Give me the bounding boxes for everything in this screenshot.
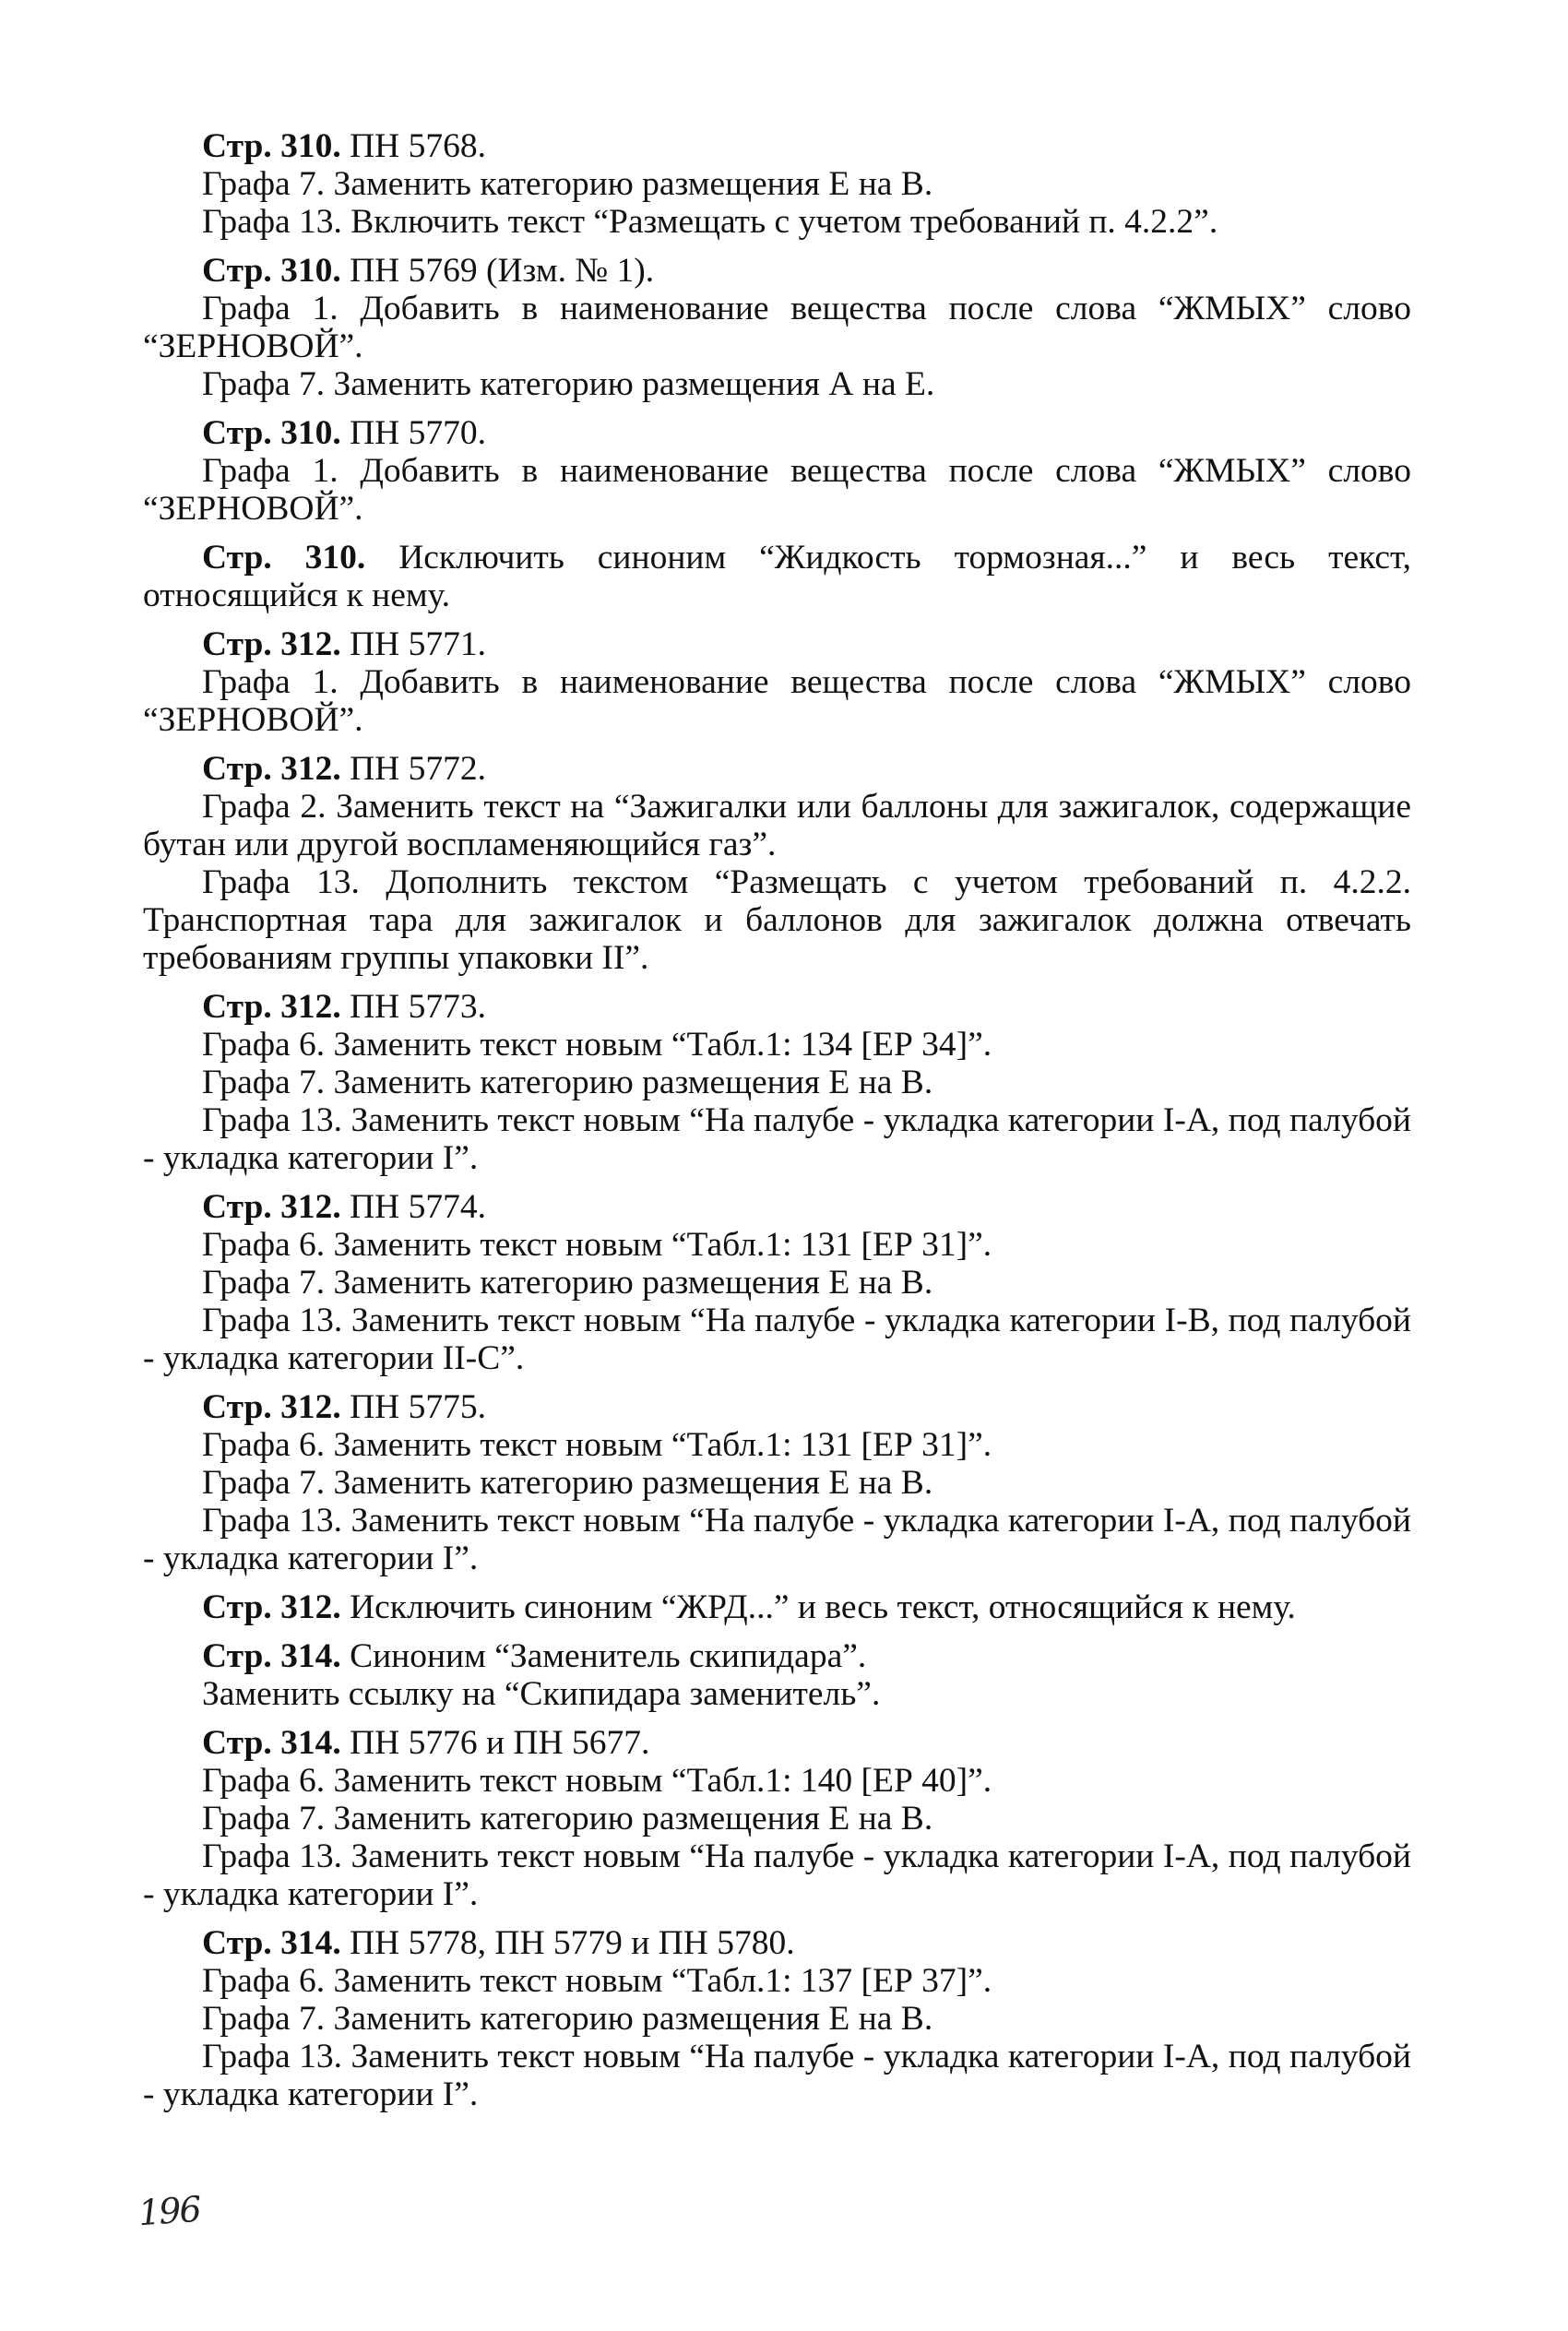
entry-line: Графа 7. Заменить категорию размещения Е на В.: [202, 1800, 933, 1837]
entry-line: Графа 7. Заменить категорию размещения Е на В.: [202, 1464, 933, 1502]
entry-subject: Исключить синоним “ЖРД...” и весь текст, относящийся к нему.: [340, 1588, 1296, 1626]
page-ref: Стр. 312.: [202, 988, 341, 1026]
entry-paragraph: Графа 1. Добавить в наименование вещества после слова “ЖМЫХ” слово “ЗЕРНОВОЙ”.: [143, 290, 1411, 365]
entry-subject: ПН 5768.: [340, 127, 486, 165]
entry: [143, 625, 1411, 739]
entry-paragraph: Графа 13. Заменить текст новым “На палубе - укладка категории I-В, под палубой - укладка категории II-С”.: [143, 1302, 1411, 1377]
entry: [143, 750, 1411, 977]
entry-line: Графа 6. Заменить текст новым “Табл.1: 131 [ЕР 31]”.: [202, 1426, 992, 1464]
entry-paragraph: [143, 539, 1411, 614]
entry-line: Графа 7. Заменить категорию размещения Е на В.: [202, 1264, 933, 1302]
entry-heading: [143, 414, 1411, 452]
entry-line: Графа 13. Включить текст “Размещать с учетом требований п. 4.2.2”.: [202, 203, 1218, 241]
entry-paragraph: Графа 1. Добавить в наименование вещества после слова “ЖМЫХ” слово “ЗЕРНОВОЙ”.: [143, 663, 1411, 739]
entry-subject: ПН 5773.: [340, 988, 486, 1026]
entry-subject: ПН 5778, ПН 5779 и ПН 5780.: [340, 1924, 795, 1962]
entry-heading: [143, 988, 1411, 1026]
entry: [143, 127, 1411, 241]
entry-heading: [143, 625, 1411, 663]
entry-line: Графа 6. Заменить текст новым “Табл.1: 140 [ЕР 40]”.: [202, 1762, 992, 1800]
page-ref: Стр. 314.: [202, 1924, 341, 1962]
entry-subject: ПН 5771.: [340, 625, 486, 663]
entry-subject: ПН 5770.: [340, 414, 486, 452]
entry-subject: ПН 5775.: [340, 1388, 486, 1426]
entry-line: Графа 7. Заменить категорию размещения Е на В.: [202, 1064, 933, 1101]
page-ref: Стр. 314.: [202, 1637, 341, 1675]
entry-paragraph: Графа 13. Заменить текст новым “На палубе - укладка категории I-А, под палубой - укладка категории I”.: [143, 1101, 1411, 1177]
entry-line: Графа 7. Заменить категорию размещения Е на В.: [202, 2000, 933, 2038]
entry: [143, 1388, 1411, 1577]
page-ref: Стр. 310.: [202, 252, 341, 290]
entry-paragraph: Графа 13. Заменить текст новым “На палубе - укладка категории I-А, под палубой - укладка категории I”.: [143, 1502, 1411, 1577]
page-ref: Стр. 314.: [202, 1724, 341, 1762]
entry: [143, 1637, 1411, 1713]
entry-heading: [143, 1924, 1411, 1962]
entry: [143, 414, 1411, 528]
page-ref: Стр. 312.: [202, 625, 341, 663]
entry-subject: ПН 5776 и ПН 5677.: [340, 1724, 650, 1762]
entry: [143, 252, 1411, 403]
page-ref: Стр. 312.: [202, 1188, 341, 1226]
page-ref: Стр. 312.: [202, 1588, 341, 1626]
page-ref: Стр. 312.: [202, 1388, 341, 1426]
entry-heading: [143, 750, 1411, 788]
entry-heading: [143, 252, 1411, 290]
entry: [143, 539, 1411, 614]
entry-subject: Исключить синоним “Жидкость тормозная...” и весь текст, относящийся к нему.: [143, 539, 1411, 614]
entry-paragraph: Графа 13. Дополнить текстом “Размещать с учетом требований п. 4.2.2. Транспортная тара для зажигалок и баллонов для зажигалок должна отвечать требованиям группы упаковки II”.: [143, 863, 1411, 977]
entry-paragraph: Графа 13. Заменить текст новым “На палубе - укладка категории I-А, под палубой - укладка категории I”.: [143, 2038, 1411, 2113]
entry-line: Графа 6. Заменить текст новым “Табл.1: 134 [ЕР 34]”.: [202, 1026, 992, 1064]
entry: [143, 1724, 1411, 1913]
entry-heading: [143, 1388, 1411, 1426]
entry: [143, 1188, 1411, 1377]
page-ref: Стр. 312.: [202, 750, 341, 788]
document-body: [143, 127, 1411, 2124]
entry-heading: [143, 127, 1411, 165]
page-ref: Стр. 310.: [202, 127, 341, 165]
entry-subject: ПН 5774.: [340, 1188, 486, 1226]
entry-heading: [143, 1188, 1411, 1226]
entry-subject: ПН 5769 (Изм. № 1).: [340, 252, 655, 290]
entry-subject: ПН 5772.: [340, 750, 486, 788]
entry-paragraph: Графа 2. Заменить текст на “Зажигалки или баллоны для зажигалок, содержащие бутан или другой воспламеняющийся газ”.: [143, 788, 1411, 863]
page-number: 196: [137, 2188, 201, 2234]
entry-line: Графа 7. Заменить категорию размещения Е на В.: [202, 165, 933, 203]
entry-line: Графа 6. Заменить текст новым “Табл.1: 137 [ЕР 37]”.: [202, 1962, 992, 2000]
entry-paragraph: Графа 1. Добавить в наименование вещества после слова “ЖМЫХ” слово “ЗЕРНОВОЙ”.: [143, 452, 1411, 528]
entry: [143, 1588, 1411, 1626]
entry-heading: [143, 1588, 1411, 1626]
entry-line: Заменить ссылку на “Скипидара заменитель”.: [202, 1675, 881, 1713]
page-ref: Стр. 310.: [202, 539, 366, 577]
entry-line: Графа 6. Заменить текст новым “Табл.1: 131 [ЕР 31]”.: [202, 1226, 992, 1264]
entry-line: Графа 7. Заменить категорию размещения А на Е.: [202, 365, 935, 403]
entry: [143, 988, 1411, 1177]
entry-paragraph: Графа 13. Заменить текст новым “На палубе - укладка категории I-А, под палубой - укладка категории I”.: [143, 1837, 1411, 1913]
entry-heading: [143, 1637, 1411, 1675]
entry-heading: [143, 1724, 1411, 1762]
entry: [143, 1924, 1411, 2113]
entry-subject: Синоним “Заменитель скипидара”.: [340, 1637, 867, 1675]
page-ref: Стр. 310.: [202, 414, 341, 452]
